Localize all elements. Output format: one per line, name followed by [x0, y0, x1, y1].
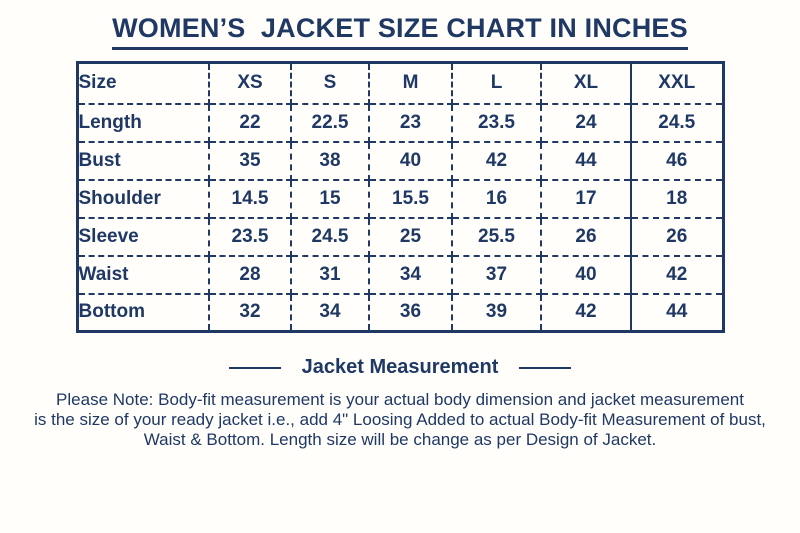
table-cell: 42	[631, 256, 723, 294]
table-cell: 15	[291, 180, 369, 218]
table-cell: 42	[452, 142, 541, 180]
table-cell: 40	[369, 142, 452, 180]
table-cell: 23.5	[452, 104, 541, 142]
table-cell: 37	[452, 256, 541, 294]
table-cell: 44	[541, 142, 631, 180]
table-cell: 38	[291, 142, 369, 180]
table-cell: 14.5	[209, 180, 291, 218]
table-cell: 28	[209, 256, 291, 294]
row-label-waist: Waist	[77, 256, 209, 294]
table-cell: 46	[631, 142, 723, 180]
table-cell: 25	[369, 218, 452, 256]
row-label-length: Length	[77, 104, 209, 142]
column-header-s: S	[291, 63, 369, 104]
table-cell: 23	[369, 104, 452, 142]
left-rule-line	[229, 367, 281, 369]
table-cell: 32	[209, 294, 291, 332]
row-label-bust: Bust	[77, 142, 209, 180]
table-cell: 16	[452, 180, 541, 218]
table-cell: 34	[291, 294, 369, 332]
table-cell: 44	[631, 294, 723, 332]
row-label-sleeve: Sleeve	[77, 218, 209, 256]
table-cell: 34	[369, 256, 452, 294]
note-line-1: Please Note: Body-fit measurement is your actual body dimension and jacket measurement	[56, 390, 744, 409]
table-cell: 26	[541, 218, 631, 256]
table-cell: 24	[541, 104, 631, 142]
size-chart-table	[76, 61, 725, 333]
row-label-bottom: Bottom	[77, 294, 209, 332]
table-cell: 26	[631, 218, 723, 256]
table-cell: 31	[291, 256, 369, 294]
note-line-3: Waist & Bottom. Length size will be change as per Design of Jacket.	[143, 430, 657, 449]
table-cell: 24.5	[631, 104, 723, 142]
table-row-length	[77, 104, 723, 142]
table-cell: 23.5	[209, 218, 291, 256]
table-cell: 25.5	[452, 218, 541, 256]
column-header-xxl: XXL	[631, 63, 723, 104]
jacket-measurement-heading	[0, 356, 800, 379]
table-cell: 36	[369, 294, 452, 332]
table-cell: 15.5	[369, 180, 452, 218]
table-cell: 35	[209, 142, 291, 180]
table-cell: 42	[541, 294, 631, 332]
title-container	[0, 13, 800, 50]
jacket-measurement-label: Jacket Measurement	[301, 356, 499, 378]
row-label-shoulder: Shoulder	[77, 180, 209, 218]
table-row-bottom	[77, 294, 723, 332]
column-header-size: Size	[77, 63, 209, 104]
note-paragraph	[0, 390, 800, 450]
column-header-xs: XS	[209, 63, 291, 104]
table-row-sleeve	[77, 218, 723, 256]
table-cell: 18	[631, 180, 723, 218]
table-cell: 40	[541, 256, 631, 294]
table-cell: 22	[209, 104, 291, 142]
table-cell: 24.5	[291, 218, 369, 256]
table-row-shoulder	[77, 180, 723, 218]
column-header-l: L	[452, 63, 541, 104]
table-row-bust	[77, 142, 723, 180]
right-rule-line	[519, 367, 571, 369]
table-cell: 39	[452, 294, 541, 332]
page-title: WOMEN’S JACKET SIZE CHART IN INCHES	[112, 13, 688, 50]
table-cell: 22.5	[291, 104, 369, 142]
column-header-m: M	[369, 63, 452, 104]
column-header-xl: XL	[541, 63, 631, 104]
note-line-2: is the size of your ready jacket i.e., add 4" Loosing Added to actual Body-fit Measurement of bust,	[34, 410, 766, 429]
table-header-row	[77, 63, 723, 104]
table-row-waist	[77, 256, 723, 294]
table-cell: 17	[541, 180, 631, 218]
